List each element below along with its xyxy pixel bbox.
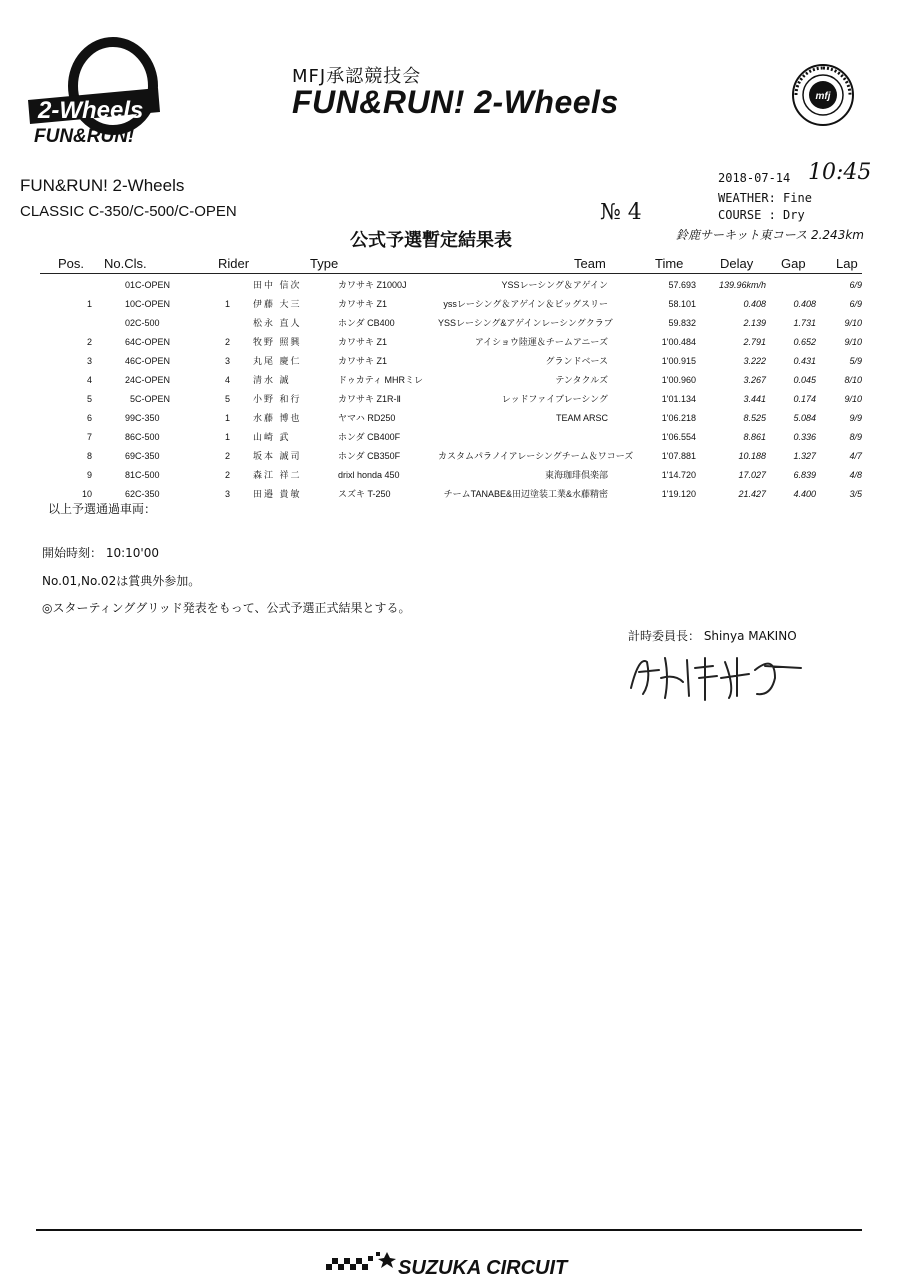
cell-time: 1'00.960 — [661, 374, 696, 385]
cell-rider: 松永 直人 — [253, 318, 302, 328]
cell-no: 69 — [124, 450, 135, 461]
chief-timekeeper: 計時委員長： Shinya MAKINO — [628, 629, 797, 643]
cell-team: アイショウ陸運＆チームアニーズ — [474, 337, 608, 347]
cell-time: 58.101 — [668, 298, 696, 309]
cell-time: 1'01.134 — [661, 393, 696, 404]
cell-time: 1'06.218 — [661, 412, 696, 423]
cell-lap: 5/9 — [849, 355, 862, 366]
cell-pos: 3 — [86, 355, 92, 366]
col-delay: Delay — [720, 256, 754, 271]
results-table — [40, 275, 862, 503]
cell-team: yssレーシング＆アゲイン＆ビッグスリー — [443, 299, 608, 309]
cell-lap: 8/9 — [849, 431, 862, 442]
cell-lap: 9/10 — [844, 393, 862, 404]
cell-lap: 8/10 — [844, 374, 862, 385]
cell-lap: 9/9 — [849, 412, 862, 423]
cell-cls: C-OPEN — [135, 298, 171, 309]
fun-and-run-logo — [18, 38, 168, 148]
col-type: Type — [310, 256, 339, 271]
qualified-label: 以上予選通過車両： — [48, 502, 157, 516]
cell-pos: 1 — [86, 298, 92, 309]
cell-gap: 0.431 — [793, 355, 816, 366]
cell-pos: 9 — [86, 469, 92, 480]
cell-gap: 1.327 — [793, 450, 816, 461]
cell-lap: 4/7 — [849, 450, 862, 461]
mfj-seal-icon — [790, 62, 856, 128]
cell-pos: 8 — [86, 450, 92, 461]
handwritten-signature — [625, 648, 805, 704]
cell-team: カスタムパラノイアレーシングチーム＆ワコーズ — [438, 451, 634, 461]
cell-delay: 0.408 — [743, 298, 766, 309]
cell-type: ヤマハ RD250 — [338, 413, 396, 423]
cell-clspos: 2 — [225, 450, 231, 461]
cell-type: ホンダ CB350F — [338, 451, 401, 461]
cell-no: 02 — [124, 317, 135, 328]
cell-no: 86 — [124, 431, 135, 442]
col-gap: Gap — [781, 256, 806, 271]
table-row — [40, 294, 862, 313]
suzuka-circuit-logo — [318, 1248, 608, 1278]
cell-lap: 4/8 — [849, 469, 862, 480]
cell-time: 59.832 — [668, 317, 696, 328]
cell-delay: 10.188 — [738, 450, 766, 461]
table-row — [40, 332, 862, 351]
cell-gap: 0.336 — [793, 431, 816, 442]
cell-rider: 水藤 博也 — [253, 413, 302, 423]
cell-cls: C-350 — [135, 450, 160, 461]
cell-clspos — [225, 313, 253, 332]
brand-title: FUN&RUN! 2-Wheels — [292, 84, 619, 120]
cell-clspos — [225, 275, 253, 294]
svg-text:2-Wheels: 2-Wheels — [38, 97, 144, 124]
cell-pos: 10 — [81, 488, 92, 499]
cell-gap: 6.839 — [793, 469, 816, 480]
cell-pos: 6 — [86, 412, 92, 423]
class-name: CLASSIC C-350/C-500/C-OPEN — [20, 203, 237, 220]
cell-clspos: 3 — [225, 488, 231, 499]
svg-text:FUN&RUN!: FUN&RUN! — [34, 126, 135, 147]
cell-team: レッドファイブレーシング — [501, 394, 608, 404]
cell-clspos: 2 — [225, 469, 231, 480]
cell-no: 01 — [124, 279, 135, 290]
cell-gap: 4.400 — [793, 488, 816, 499]
cell-delay: 8.861 — [743, 431, 766, 442]
cell-rider: 田邉 貴敏 — [253, 489, 302, 499]
cell-no: 81 — [124, 469, 135, 480]
col-nocls: No.Cls. — [104, 256, 147, 271]
cell-cls: C-OPEN — [135, 374, 171, 385]
cell-rider: 山崎 武 — [253, 432, 291, 442]
cell-pos: 7 — [86, 431, 92, 442]
cell-delay: 8.525 — [743, 412, 766, 423]
cell-rider: 坂本 誠司 — [253, 451, 302, 461]
cell-type: カワサキ Z1R-Ⅱ — [338, 394, 401, 404]
cell-gap: 5.084 — [793, 412, 816, 423]
cell-type: スズキ T-250 — [338, 489, 391, 499]
cell-rider: 小野 和行 — [253, 394, 302, 404]
event-name: FUN&RUN! 2-Wheels — [20, 176, 185, 195]
table-row — [40, 408, 862, 427]
cell-cls: C-OPEN — [135, 393, 171, 404]
cell-gap: 0.408 — [793, 298, 816, 309]
cell-type: カワサキ Z1 — [338, 337, 388, 347]
cell-clspos: 4 — [225, 374, 231, 385]
cell-delay: 17.027 — [738, 469, 766, 480]
cell-team: チームTANABE&田辺塗装工業&水藤精密 — [443, 489, 608, 499]
table-row — [40, 351, 862, 370]
cell-no: 46 — [124, 355, 135, 366]
handwritten-time: 10:45 — [808, 160, 872, 185]
cell-time: 1'06.554 — [661, 431, 696, 442]
svg-text:mfj: mfj — [815, 91, 831, 102]
col-rider: Rider — [218, 256, 250, 271]
cell-time: 57.693 — [668, 279, 696, 290]
cell-lap: 9/10 — [844, 317, 862, 328]
cell-no: 64 — [124, 336, 135, 347]
footer-rule — [36, 1229, 862, 1231]
col-team: Team — [574, 256, 606, 271]
cell-time: 1'00.484 — [661, 336, 696, 347]
col-pos: Pos. — [58, 256, 85, 271]
cell-cls: C-OPEN — [135, 355, 171, 366]
cell-rider: 丸尾 慶仁 — [253, 356, 302, 366]
cell-team: YSSレーシング＆アゲイン — [501, 280, 608, 290]
table-row — [40, 465, 862, 484]
cell-pos — [40, 313, 92, 332]
table-row — [40, 275, 862, 294]
cell-pos: 5 — [86, 393, 92, 404]
note-official-result: ◎スターティンググリッド発表をもって、公式予選正式結果とする。 — [42, 601, 411, 615]
cell-clspos: 1 — [225, 412, 231, 423]
cell-cls: C-500 — [135, 469, 160, 480]
cell-delay: 2.791 — [743, 336, 766, 347]
cell-type: ホンダ CB400 — [338, 318, 395, 328]
cell-team: グランドベース — [545, 356, 608, 366]
col-lap: Lap — [836, 256, 858, 271]
cell-no: 62 — [124, 488, 135, 499]
table-row — [40, 427, 862, 446]
cell-cls: C-350 — [135, 412, 160, 423]
course-label: COURSE : Dry — [718, 208, 805, 222]
cell-delay: 139.96km/h — [718, 279, 766, 290]
start-time: 開始時刻： 10:10'00 — [42, 546, 159, 560]
cell-cls: C-500 — [135, 431, 160, 442]
footer-brand: SUZUKA CIRCUIT — [398, 1257, 568, 1279]
note-out-of-award: No.01,No.02は賞典外参加。 — [42, 574, 201, 588]
cell-type: カワサキ Z1 — [338, 356, 388, 366]
cell-type: ドゥカティ MHRミレ — [338, 375, 424, 385]
cell-team — [438, 427, 608, 446]
cell-type: カワサキ Z1 — [338, 299, 388, 309]
cell-clspos: 2 — [225, 336, 231, 347]
cell-rider: 牧野 照興 — [253, 337, 302, 347]
cell-time: 1'00.915 — [661, 355, 696, 366]
cell-time: 1'14.720 — [661, 469, 696, 480]
cell-lap: 9/10 — [844, 336, 862, 347]
weather-label: WEATHER: Fine — [718, 191, 812, 205]
circuit-label: 鈴鹿サーキット東コース 2.243km — [676, 228, 864, 242]
cell-pos — [40, 275, 92, 294]
cell-time: 1'19.120 — [661, 488, 696, 499]
document-title: 公式予選暫定結果表 — [350, 230, 512, 251]
cell-rider: 田中 信次 — [253, 280, 302, 290]
table-row — [40, 313, 862, 332]
header-rule — [40, 273, 862, 274]
table-row — [40, 389, 862, 408]
cell-no: 24 — [124, 374, 135, 385]
organizer-label: MFJ承認競技会 — [292, 66, 422, 87]
cell-rider: 森江 祥二 — [253, 470, 302, 480]
cell-clspos: 5 — [225, 393, 231, 404]
cell-type: ホンダ CB400F — [338, 432, 401, 442]
cell-cls: C-500 — [135, 317, 160, 328]
cell-team: YSSレーシング&アゲインレーシングクラブ — [438, 318, 613, 328]
table-row — [40, 484, 862, 503]
col-time: Time — [655, 256, 684, 271]
date-label: 2018-07-14 — [718, 171, 791, 185]
cell-delay: 3.222 — [743, 355, 766, 366]
cell-no: 99 — [124, 412, 135, 423]
cell-type: カワサキ Z1000J — [338, 280, 407, 290]
cell-delay: 21.427 — [738, 488, 766, 499]
cell-clspos: 1 — [225, 431, 231, 442]
cell-no: 10 — [124, 298, 135, 309]
cell-cls: C-OPEN — [135, 336, 171, 347]
cell-team: TEAM ARSC — [555, 412, 608, 423]
cell-delay: 3.267 — [743, 374, 766, 385]
cell-pos: 2 — [86, 336, 92, 347]
table-row — [40, 370, 862, 389]
cell-time: 1'07.881 — [661, 450, 696, 461]
cell-rider: 伊藤 大三 — [253, 299, 302, 309]
cell-team: テンタクルズ — [555, 375, 608, 385]
cell-cls: C-350 — [135, 488, 160, 499]
cell-gap: 0.652 — [793, 336, 816, 347]
document-number: № 4 — [600, 200, 642, 225]
cell-no: 5 — [129, 393, 135, 404]
cell-gap — [766, 275, 816, 294]
cell-clspos: 1 — [225, 298, 231, 309]
cell-lap: 6/9 — [849, 279, 862, 290]
cell-pos: 4 — [86, 374, 92, 385]
cell-lap: 6/9 — [849, 298, 862, 309]
cell-team: 東海珈琲倶楽部 — [544, 470, 608, 480]
cell-gap: 0.174 — [793, 393, 816, 404]
cell-type: drixl honda 450 — [338, 469, 400, 480]
cell-gap: 0.045 — [793, 374, 816, 385]
cell-rider: 清水 誠 — [253, 375, 291, 385]
cell-clspos: 3 — [225, 355, 231, 366]
cell-gap: 1.731 — [793, 317, 816, 328]
cell-delay: 2.139 — [743, 317, 766, 328]
cell-lap: 3/5 — [849, 488, 862, 499]
cell-delay: 3.441 — [743, 393, 766, 404]
table-row — [40, 446, 862, 465]
cell-cls: C-OPEN — [135, 279, 171, 290]
